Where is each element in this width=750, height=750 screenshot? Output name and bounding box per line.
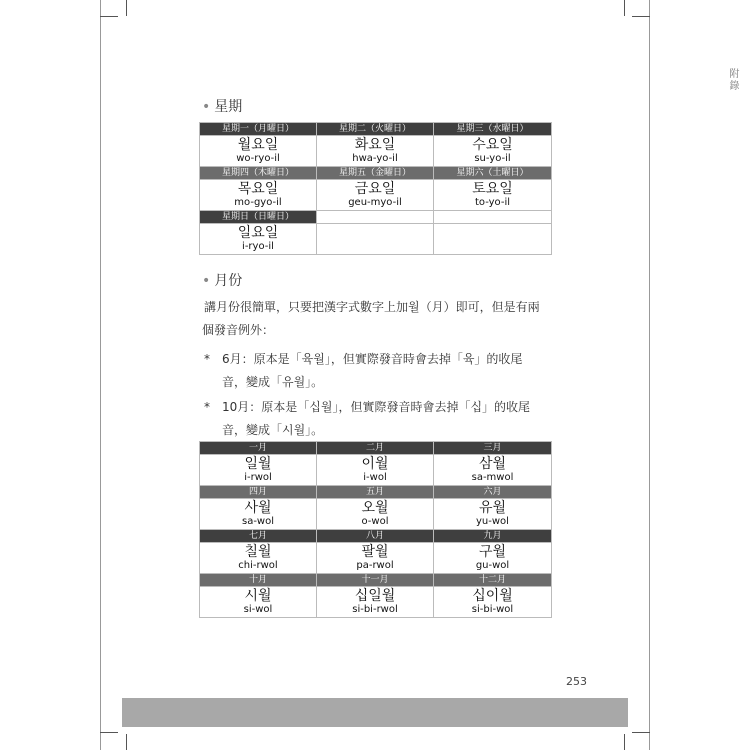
weekday-cell [434,180,552,211]
bullet-line: 音，變成「시월」。 [222,423,324,437]
korean-word: 월요일 [237,137,279,153]
romanization: su-yo-il [474,153,511,164]
romanization: mo-gyo-il [234,197,282,208]
month-cell [434,543,552,574]
korean-word: 십이월 [472,588,513,604]
month-cell [317,587,434,618]
empty-cell [434,224,552,255]
crop-mark [100,732,118,733]
month-header: 七月 [200,530,317,543]
bullet-line: 6月：原本是「육월」，但實際發音時會去掉「육」的收尾 [222,352,523,366]
month-header: 一月 [200,442,317,455]
weekday-header: 星期三（水曜日） [434,123,552,136]
korean-word: 일월 [244,456,272,472]
month-cell [200,543,317,574]
korean-word: 토요일 [472,181,513,197]
months-title: 月份 [214,273,243,289]
star-bullet-icon: * [204,352,210,366]
romanization: i-ryo-il [242,241,274,252]
exception-bullet [204,348,552,394]
months-value-row [200,587,552,618]
star-bullet-icon: * [204,400,210,414]
weekday-header: 星期六（土曜日） [434,167,552,180]
weekday-header: 星期一（月曜日） [200,123,317,136]
romanization: sa-mwol [471,472,514,483]
romanization: sa-wol [241,516,275,527]
korean-word: 삼월 [478,456,507,472]
month-header: 四月 [200,486,317,499]
month-header: 十一月 [317,574,434,587]
months-intro [202,296,552,342]
korean-word: 오월 [361,500,389,516]
korean-word: 유월 [478,500,507,516]
romanization: wo-ryo-il [236,153,280,164]
months-header-row [200,442,552,455]
crop-mark [126,734,127,750]
weekday-header: 星期二（火曜日） [317,123,434,136]
month-cell [434,455,552,486]
korean-word: 시월 [244,588,272,604]
month-cell [434,499,552,530]
weekdays-heading [202,96,242,116]
intro-line: 講月份很簡單，只要把漢字式數字上加월（月）即可，但是有兩 [204,300,540,314]
crop-mark [632,732,650,733]
month-cell [317,499,434,530]
month-header: 六月 [434,486,552,499]
romanization: yu-wol [476,516,509,527]
page-number: 253 [566,675,587,688]
exception-bullet [204,396,552,442]
months-heading [202,270,242,290]
month-cell [200,499,317,530]
korean-word: 이월 [361,456,389,472]
bullet-dot-icon: • [202,99,211,115]
empty-header [317,211,434,224]
month-cell [317,543,434,574]
romanization: geu-myo-il [348,197,402,208]
weekday-header: 星期五（金曜日） [317,167,434,180]
crop-mark [624,0,625,16]
korean-word: 수요일 [472,137,513,153]
months-value-row [200,543,552,574]
korean-word: 목요일 [237,181,279,197]
month-cell [200,587,317,618]
weekday-cell [317,136,434,167]
months-value-row [200,499,552,530]
footer-bar [122,698,628,727]
months-header-row [200,574,552,587]
korean-word: 일요일 [237,225,279,241]
month-header: 三月 [434,442,552,455]
weekday-cell [200,136,317,167]
romanization: si-bi-rwol [352,604,398,615]
korean-word: 사월 [244,500,272,516]
month-cell [434,587,552,618]
weekday-cell [200,224,317,255]
romanization: gu-wol [475,560,510,571]
month-cell [200,455,317,486]
bullet-line: 音，變成「유월」。 [222,375,324,389]
months-header-row [200,486,552,499]
empty-header [434,211,552,224]
weekday-header: 星期四（木曜日） [200,167,317,180]
korean-word: 금요일 [354,181,396,197]
romanization: pa-rwol [356,560,394,571]
month-header: 二月 [317,442,434,455]
crop-mark [126,0,127,16]
month-header: 五月 [317,486,434,499]
korean-word: 칠월 [244,544,272,560]
month-cell [317,455,434,486]
weekday-cell [200,180,317,211]
weekdays-value-row [200,224,552,255]
weekdays-header-row [200,123,552,136]
intro-line: 個發音例外： [202,323,275,337]
crop-mark [624,734,625,750]
months-value-row [200,455,552,486]
months-table [199,441,552,618]
korean-word: 팔월 [361,544,389,560]
romanization: si-bi-wol [471,604,514,615]
korean-word: 구월 [478,544,507,560]
weekdays-title: 星期 [214,99,243,115]
romanization: to-yo-il [474,197,511,208]
crop-mark [100,16,118,17]
weekday-cell [317,180,434,211]
romanization: chi-rwol [238,560,278,571]
month-header: 九月 [434,530,552,543]
weekdays-value-row [200,136,552,167]
weekdays-header-row [200,167,552,180]
weekdays-header-row [200,211,552,224]
romanization: i-wol [363,472,387,483]
korean-word: 십일월 [354,588,396,604]
bullet-dot-icon: • [202,273,211,289]
month-header: 八月 [317,530,434,543]
romanization: si-wol [243,604,273,615]
month-header: 十二月 [434,574,552,587]
romanization: hwa-yo-il [352,153,398,164]
month-header: 十月 [200,574,317,587]
appendix-side-label: 附錄 [727,68,738,92]
romanization: o-wol [361,516,389,527]
weekday-cell [434,136,552,167]
korean-word: 화요일 [354,137,396,153]
empty-cell [317,224,434,255]
months-header-row [200,530,552,543]
romanization: i-rwol [244,472,272,483]
crop-mark [632,16,650,17]
weekdays-value-row [200,180,552,211]
bullet-line: 10月：原本是「십월」，但實際發音時會去掉「십」的收尾 [222,400,531,414]
weekdays-table [199,122,552,255]
weekday-header: 星期日（日曜日） [200,211,317,224]
